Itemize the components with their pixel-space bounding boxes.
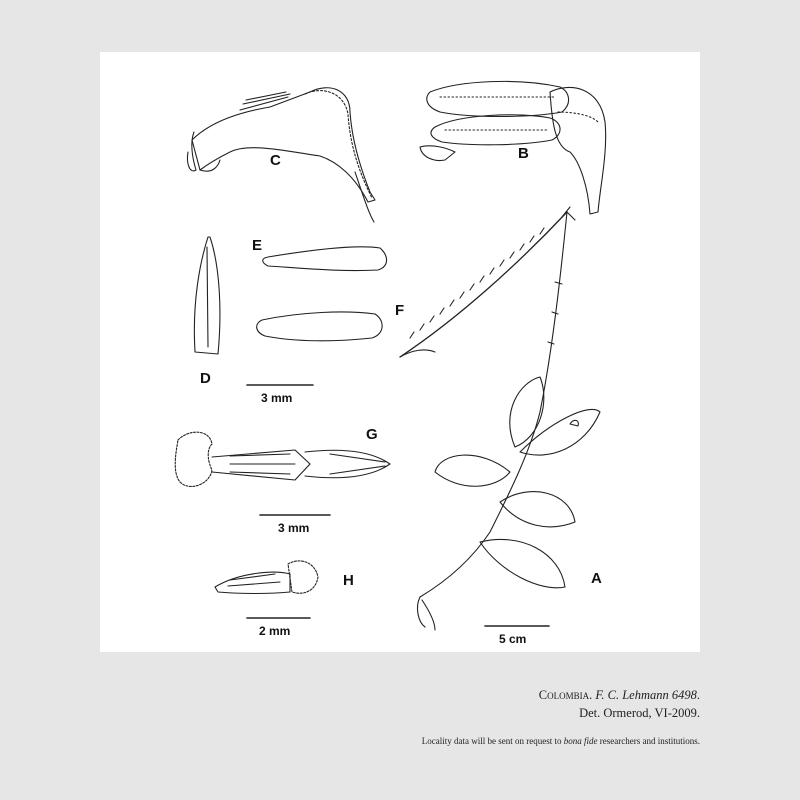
scale-label-5cm: 5 cm (499, 632, 527, 646)
figure-label-b: B (518, 145, 529, 162)
figure-label-f: F (395, 302, 405, 319)
figure-label-d: D (200, 370, 211, 387)
figure-label-e: E (252, 237, 263, 254)
determination-line: Det. Ormerod, VI-2009. (579, 706, 700, 720)
figure-b-flower (420, 81, 606, 214)
locality-note (422, 736, 700, 746)
country-name: Colombia. (538, 688, 593, 702)
scale-label-2mm: 2 mm (259, 624, 291, 638)
locality-note-text: Locality data will be sent on request to (421, 736, 564, 746)
citation-period: . (696, 688, 700, 702)
botanical-drawing (100, 52, 700, 652)
scale-label-3mm-upper: 3 mm (261, 391, 293, 405)
locality-note-text-end: researchers and institutions. (597, 736, 700, 746)
figure-label-h: H (343, 572, 354, 589)
figure-a-habit (400, 207, 600, 630)
specimen-citation (539, 688, 700, 703)
figure-label-g: G (366, 426, 378, 443)
figure-label-a: A (591, 570, 602, 587)
figure-d-sepal (194, 237, 220, 354)
figure-f-petal (257, 312, 382, 341)
figure-e-petal (263, 247, 387, 271)
scale-label-3mm-lower: 3 mm (278, 521, 310, 535)
collector-number: F. C. Lehmann 6498 (595, 688, 697, 702)
locality-note-italic: bona fide (563, 736, 598, 746)
figure-c-flower (187, 88, 375, 222)
illustration-plate (100, 52, 700, 652)
figure-g-lip (175, 432, 390, 486)
figure-label-c: C (270, 152, 281, 169)
figure-h-column (215, 561, 318, 594)
